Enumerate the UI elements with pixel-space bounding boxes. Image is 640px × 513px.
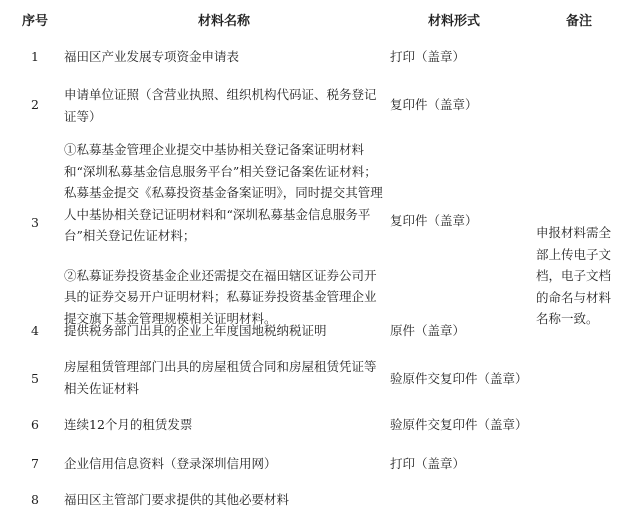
material-name: 福田区产业发展专项资金申请表 (64, 49, 240, 64)
row-number: 4 (31, 323, 39, 338)
header-note: 备注 (566, 14, 593, 29)
material-form: 验原件交复印件（盖章） (390, 417, 528, 432)
material-form: 打印（盖章） (390, 456, 466, 471)
header-no: 序号 (22, 14, 49, 29)
header-name: 材料名称 (198, 14, 251, 29)
material-form: 复印件（盖章） (390, 213, 478, 228)
remark-note: 申报材料需全部上传电子文档，电子文档的命名与材料名称一致。 (536, 225, 612, 326)
material-name: 连续12个月的租赁发票 (64, 417, 193, 432)
material-form: 原件（盖章） (390, 323, 466, 338)
row-number: 3 (31, 215, 39, 230)
material-form: 打印（盖章） (390, 49, 466, 64)
material-form: 复印件（盖章） (390, 97, 478, 112)
row-number: 7 (31, 456, 39, 471)
material-name: 申请单位证照（含营业执照、组织机构代码证、税务登记证等） (64, 87, 377, 124)
material-name: 企业信用信息资料（登录深圳信用网） (64, 456, 277, 471)
material-name: 房屋租赁管理部门出具的房屋租赁合同和房屋租赁凭证等相关佐证材料 (64, 359, 377, 396)
header-form: 材料形式 (428, 14, 481, 29)
material-name: 提供税务部门出具的企业上年度国地税纳税证明 (64, 323, 327, 338)
material-name (64, 139, 386, 329)
row-number: 6 (31, 417, 39, 432)
row-number: 8 (31, 492, 39, 507)
row-number: 1 (31, 49, 39, 64)
material-form: 验原件交复印件（盖章） (390, 371, 528, 386)
material-name-part-1: ①私募基金管理企业提交中基协相关登记备案证明材料和“深圳私募基金信息服务平台”相关登记备案佐证材料；私募基金提交《私募投资基金备案证明》，同时提交其管理人中基协相关登记证明材料和“深圳私募基金信息服务平台”相关登记佐证材料； (64, 142, 383, 243)
material-name: 福田区主管部门要求提供的其他必要材料 (64, 492, 290, 507)
row-number: 5 (31, 371, 39, 386)
row-number: 2 (31, 97, 39, 112)
material-name-part-2: ②私募证券投资基金企业还需提交在福田辖区证券公司开具的证券交易开户证明材料；私募证券投资基金管理企业提交旗下基金管理规模相关证明材料。 (64, 267, 377, 326)
